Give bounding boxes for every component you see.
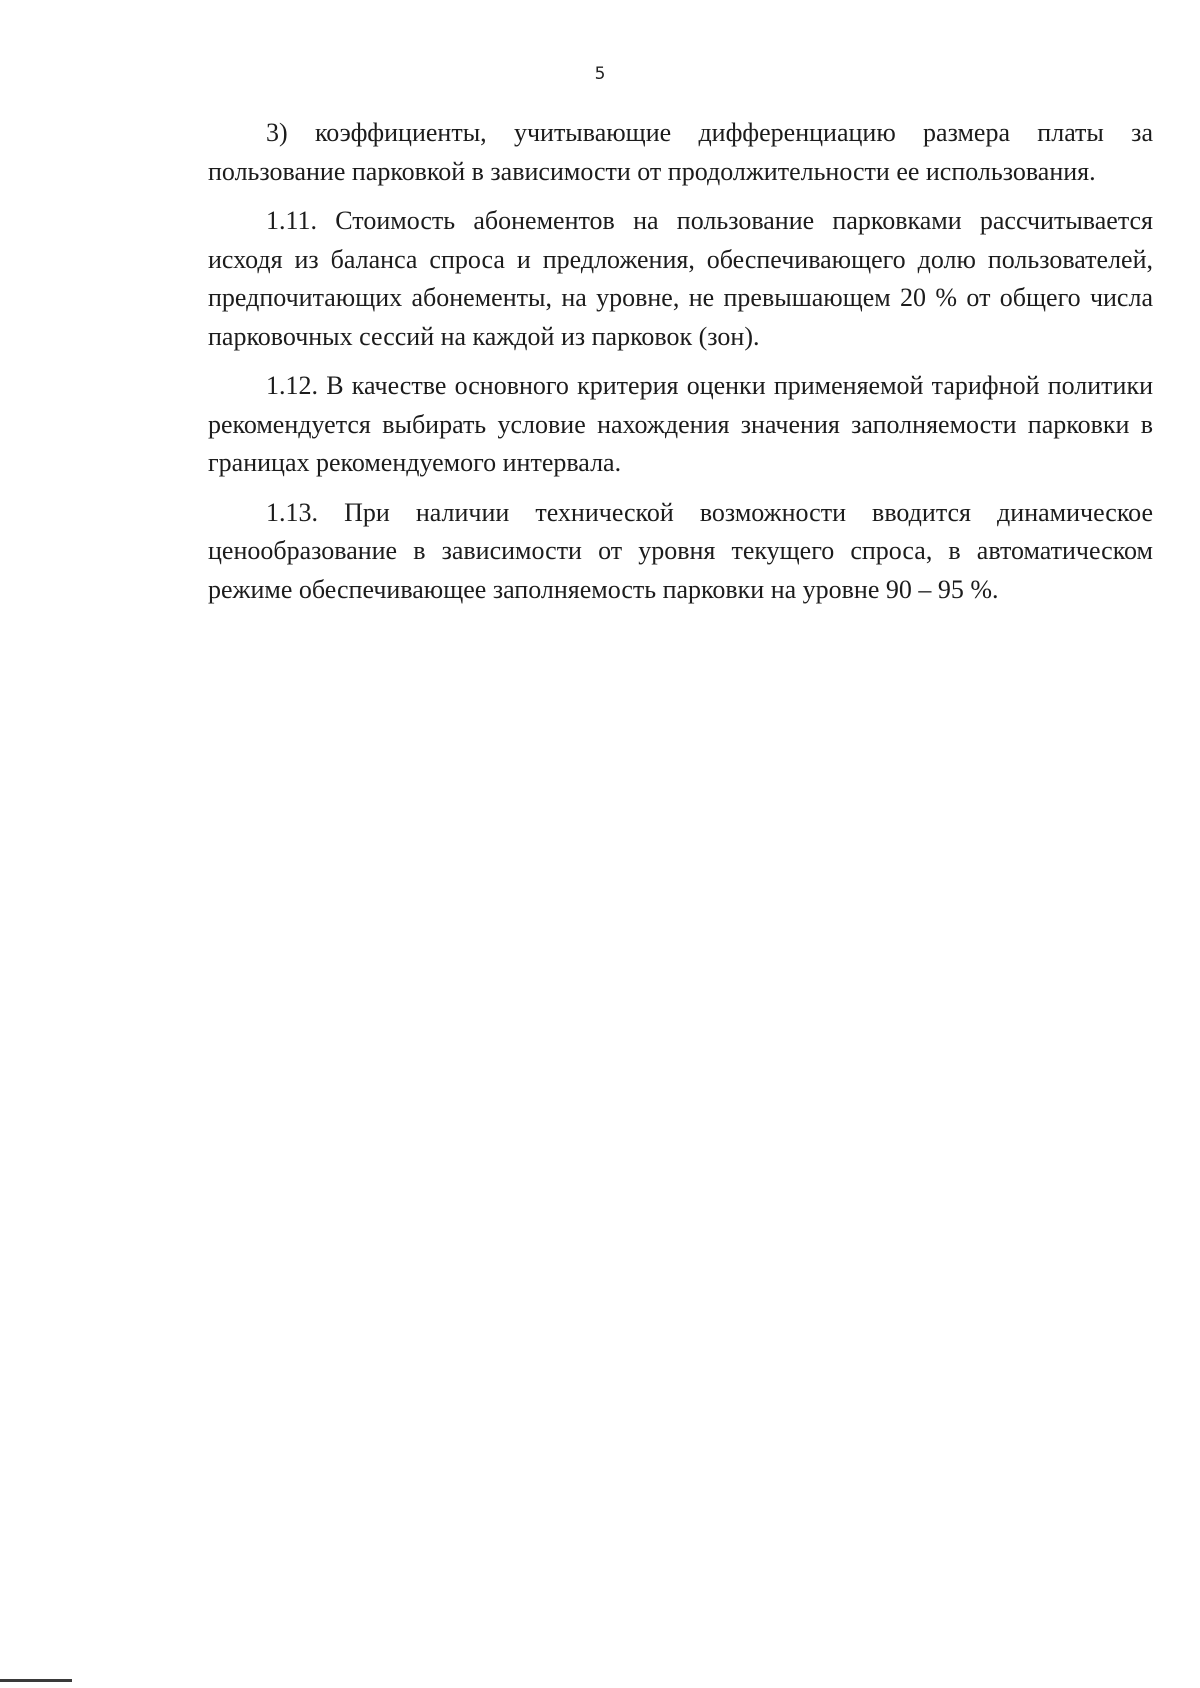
paragraph-1-13: 1.13. При наличии технической возможности вводится динамическое ценообразование в зависимости от уровня текущего спроса, в автоматическом режиме обеспечивающее заполняемость парковки на уровне 90 – 95 %. bbox=[208, 497, 1153, 604]
paragraph-1-11: 1.11. Стоимость абонементов на пользование парковками рассчитывается исходя из баланса спроса и предложения, обеспечивающего долю пользователей, предпочитающих абонементы, на уровне, не превышающем 20 % от общего числа парковочных сессий на каждой из парковок (зон). bbox=[208, 206, 1153, 351]
scan-edge-mark bbox=[0, 1679, 72, 1682]
paragraph-1-12: 1.12. В качестве основного критерия оценки применяемой тарифной политики рекомендуется выбирать условие нахождения значения заполняемости парковки в границах рекомендуемого интервала. bbox=[208, 371, 1153, 477]
document-body bbox=[208, 114, 1153, 620]
paragraph-item-3: 3) коэффициенты, учитывающие дифференциацию размера платы за пользование парковкой в зависимости от продолжительности ее использования. bbox=[208, 118, 1153, 186]
page-number: 5 bbox=[594, 64, 606, 84]
